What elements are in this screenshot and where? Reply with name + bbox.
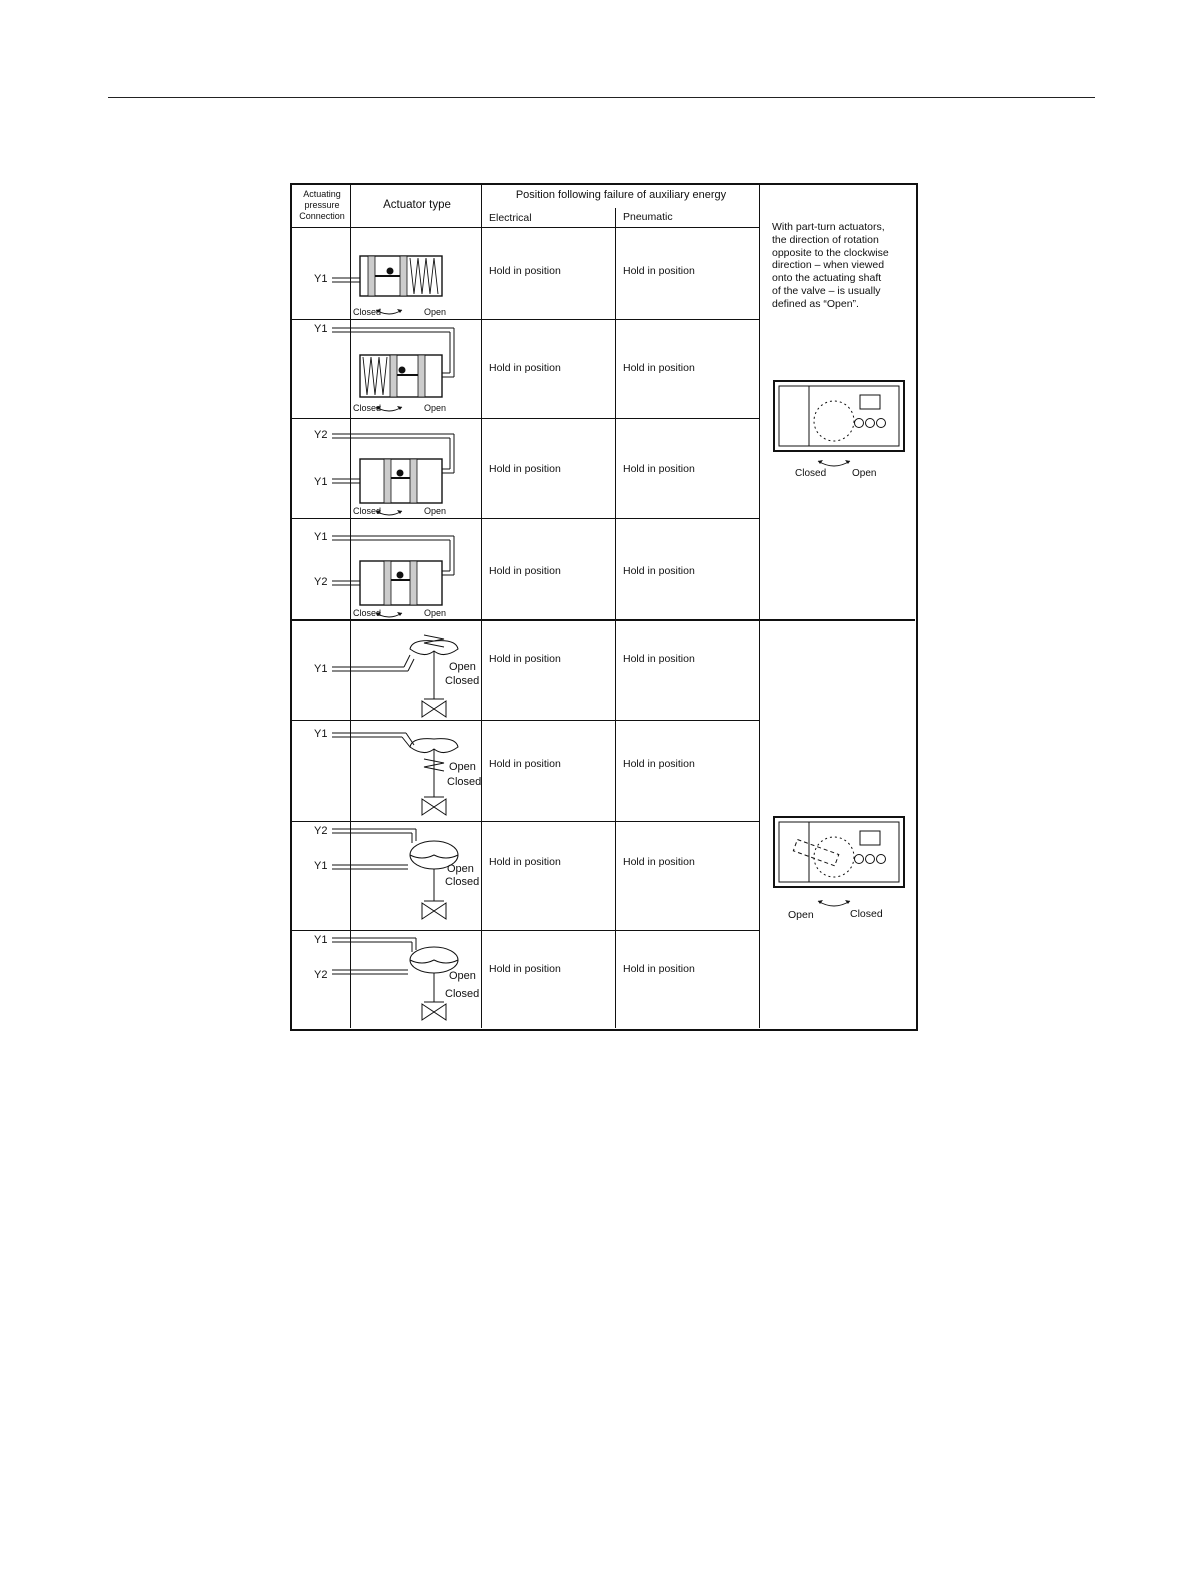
open-label: Open [424,403,447,413]
row-divider [292,518,759,519]
pneumatic-position: Hold in position [623,265,695,277]
electrical-position: Hold in position [489,963,561,975]
linear-actuator-diagram [332,633,462,723]
col-divider [481,185,482,1028]
section-divider [292,619,915,621]
note-line: defined as “Open”. [772,297,859,310]
connection-label: Y2 [314,825,328,837]
open-label: Open [449,661,476,673]
part-turn-note [772,221,912,311]
part-turn-device-illustration [772,379,908,479]
connection-label: Y1 [314,476,328,488]
electrical-position: Hold in position [489,856,561,868]
col-divider [615,208,616,1028]
open-label: Open [449,970,476,982]
pneumatic-position: Hold in position [623,963,695,975]
header-connection-line: pressure [304,200,340,210]
closed-label: Closed [447,776,482,788]
linear-device-illustration [772,815,908,915]
note-line: onto the actuating shaft [772,272,882,285]
actuator-table [290,183,918,1031]
header-connection [292,189,352,222]
electrical-position: Hold in position [489,758,561,770]
note-line: the direction of rotation [772,233,879,246]
header-electrical: Electrical [489,212,532,224]
electrical-position: Hold in position [489,653,561,665]
pneumatic-position: Hold in position [623,653,695,665]
pneumatic-position: Hold in position [623,758,695,770]
connection-label: Y2 [314,969,328,981]
page-header-rule [108,97,1095,98]
closed-label: Closed [445,988,480,1000]
row-divider [292,821,759,822]
linear-actuator-diagram [332,731,462,821]
part-turn-actuator-diagram [332,431,462,516]
note-line: direction – when viewed [772,259,885,272]
closed-label: Closed [353,506,382,516]
connection-label: Y1 [314,860,328,872]
connection-label: Y2 [314,576,328,588]
open-label: Open [449,761,476,773]
note-line: of the valve – is usually [772,284,881,297]
closed-label: Closed [445,675,480,687]
open-label: Open [424,307,447,317]
closed-label: Closed [353,307,382,317]
pneumatic-position: Hold in position [623,565,695,577]
header-failure-position: Position following failure of auxiliary energy [515,189,727,201]
connection-label: Y1 [314,531,328,543]
device1-left-label: Closed [795,468,827,479]
part-turn-actuator-diagram [332,533,462,618]
open-label: Open [424,608,447,618]
connection-label: Y1 [314,273,328,285]
header-actuator-type: Actuator type [383,199,451,211]
device2-left-label: Open [788,909,814,921]
linear-actuator-diagram [332,936,462,1031]
note-line: opposite to the clockwise [772,246,889,259]
col-divider [759,185,760,1028]
pneumatic-position: Hold in position [623,463,695,475]
connection-label: Y1 [314,934,328,946]
pneumatic-position: Hold in position [623,856,695,868]
open-label: Open [424,506,447,516]
header-connection-line: Connection [299,211,345,221]
pneumatic-position: Hold in position [623,362,695,374]
connection-label: Y1 [314,323,328,335]
connection-label: Y2 [314,429,328,441]
electrical-position: Hold in position [489,463,561,475]
closed-label: Closed [353,608,382,618]
row-divider [292,418,759,419]
note-line: With part-turn actuators, [772,221,885,233]
connection-label: Y1 [314,663,328,675]
header-connection-line: Actuating [303,189,341,199]
header-pneumatic: Pneumatic [623,211,673,223]
electrical-position: Hold in position [489,362,561,374]
row-divider [292,227,759,228]
closed-label: Closed [445,876,480,888]
electrical-position: Hold in position [489,565,561,577]
device2-right-label: Closed [850,908,883,920]
connection-label: Y1 [314,728,328,740]
closed-label: Closed [353,403,382,413]
electrical-position: Hold in position [489,265,561,277]
open-label: Open [447,863,474,875]
linear-actuator-diagram [332,827,462,932]
device1-right-label: Open [852,468,877,479]
